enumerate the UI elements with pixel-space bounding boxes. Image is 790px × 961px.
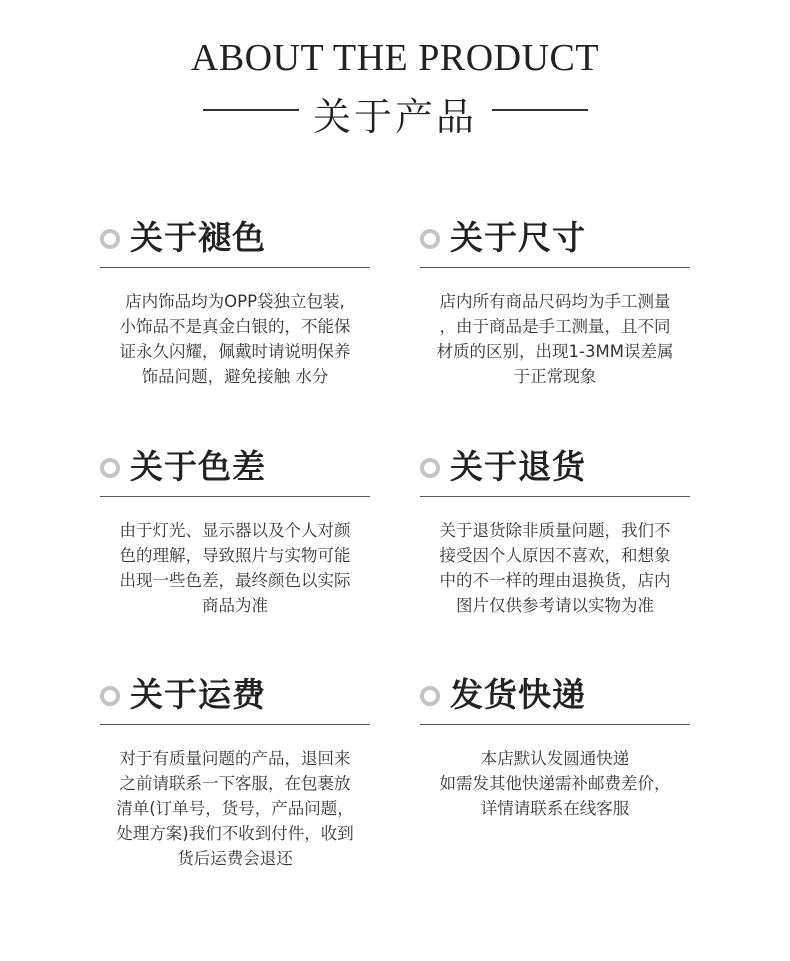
section-body bbox=[100, 746, 370, 871]
section-title: 关于退货 bbox=[450, 447, 586, 486]
bullet-ring-icon bbox=[420, 686, 440, 706]
section-color-difference bbox=[100, 441, 370, 615]
section-header bbox=[100, 669, 370, 724]
page-title-en: ABOUT THE PRODUCT bbox=[190, 37, 600, 79]
body-line: 处理方案)我们不收到付件，收到 bbox=[116, 824, 354, 843]
body-line: 如需发其他快递需补邮费差价， bbox=[439, 774, 671, 793]
bullet-ring-icon bbox=[100, 458, 120, 478]
subtitle-divider-right bbox=[492, 109, 588, 111]
subtitle-row bbox=[0, 86, 790, 139]
body-line: 关于退货除非质量问题，我们不 bbox=[439, 521, 671, 540]
body-line: 对于有质量问题的产品，退回来 bbox=[119, 749, 351, 768]
section-shipping-fee bbox=[100, 669, 370, 868]
page-title-zh: 关于产品 bbox=[312, 95, 477, 139]
section-divider bbox=[420, 724, 690, 725]
section-title: 关于尺寸 bbox=[450, 218, 586, 257]
body-line: 饰品问题，避免接触 水分 bbox=[141, 367, 329, 386]
bullet-ring-icon bbox=[420, 458, 440, 478]
bullet-ring-icon bbox=[100, 686, 120, 706]
body-line: 小饰品不是真金白银的，不能保 bbox=[119, 317, 351, 336]
body-line: 中的不一样的理由退换货，店内 bbox=[439, 571, 671, 590]
section-divider bbox=[100, 267, 370, 268]
section-title: 发货快递 bbox=[450, 675, 586, 714]
section-body bbox=[420, 289, 690, 389]
section-divider bbox=[420, 267, 690, 268]
section-divider bbox=[100, 724, 370, 725]
section-header bbox=[420, 212, 690, 267]
body-line: 于正常现象 bbox=[513, 367, 597, 386]
body-line: 材质的区别，出现1-3MM误差属 bbox=[436, 342, 674, 361]
section-divider bbox=[100, 496, 370, 497]
body-line: 清单(订单号，货号，产品问题， bbox=[116, 799, 354, 818]
body-line: 商品为准 bbox=[202, 596, 268, 615]
section-size bbox=[420, 212, 690, 386]
section-body bbox=[100, 518, 370, 618]
section-title: 关于色差 bbox=[130, 447, 266, 486]
body-line: 接受因个人原因不喜欢，和想象 bbox=[439, 546, 671, 565]
body-line: 货后运费会退还 bbox=[177, 849, 293, 868]
section-header bbox=[100, 441, 370, 496]
body-line: 店内所有商品尺码均为手工测量 bbox=[439, 292, 671, 311]
section-body bbox=[100, 289, 370, 389]
body-line: 之前请联系一下客服，在包裹放 bbox=[119, 774, 351, 793]
body-line: 店内饰品均为OPP袋独立包装, bbox=[125, 292, 345, 311]
body-line: ，由于商品是手工测量，且不同 bbox=[439, 317, 671, 336]
body-line: 详情请联系在线客服 bbox=[480, 799, 630, 818]
section-header bbox=[420, 441, 690, 496]
bullet-ring-icon bbox=[100, 229, 120, 249]
bullet-ring-icon bbox=[420, 229, 440, 249]
body-line: 图片仅供参考请以实物为准 bbox=[456, 596, 654, 615]
section-divider bbox=[420, 496, 690, 497]
section-header bbox=[100, 212, 370, 267]
section-body bbox=[420, 518, 690, 618]
body-line: 出现一些色差，最终颜色以实际 bbox=[119, 571, 351, 590]
section-title: 关于褪色 bbox=[130, 218, 266, 257]
body-line: 色的理解，导致照片与实物可能 bbox=[119, 546, 351, 565]
section-header bbox=[420, 669, 690, 724]
section-delivery bbox=[420, 669, 690, 818]
section-title: 关于运费 bbox=[130, 675, 266, 714]
section-returns bbox=[420, 441, 690, 615]
body-line: 证永久闪耀，佩戴时请说明保养 bbox=[119, 342, 351, 361]
section-body bbox=[420, 746, 690, 821]
section-fading bbox=[100, 212, 370, 386]
body-line: 本店默认发圆通快递 bbox=[480, 749, 630, 768]
body-line: 由于灯光、显示器以及个人对颜 bbox=[119, 521, 351, 540]
